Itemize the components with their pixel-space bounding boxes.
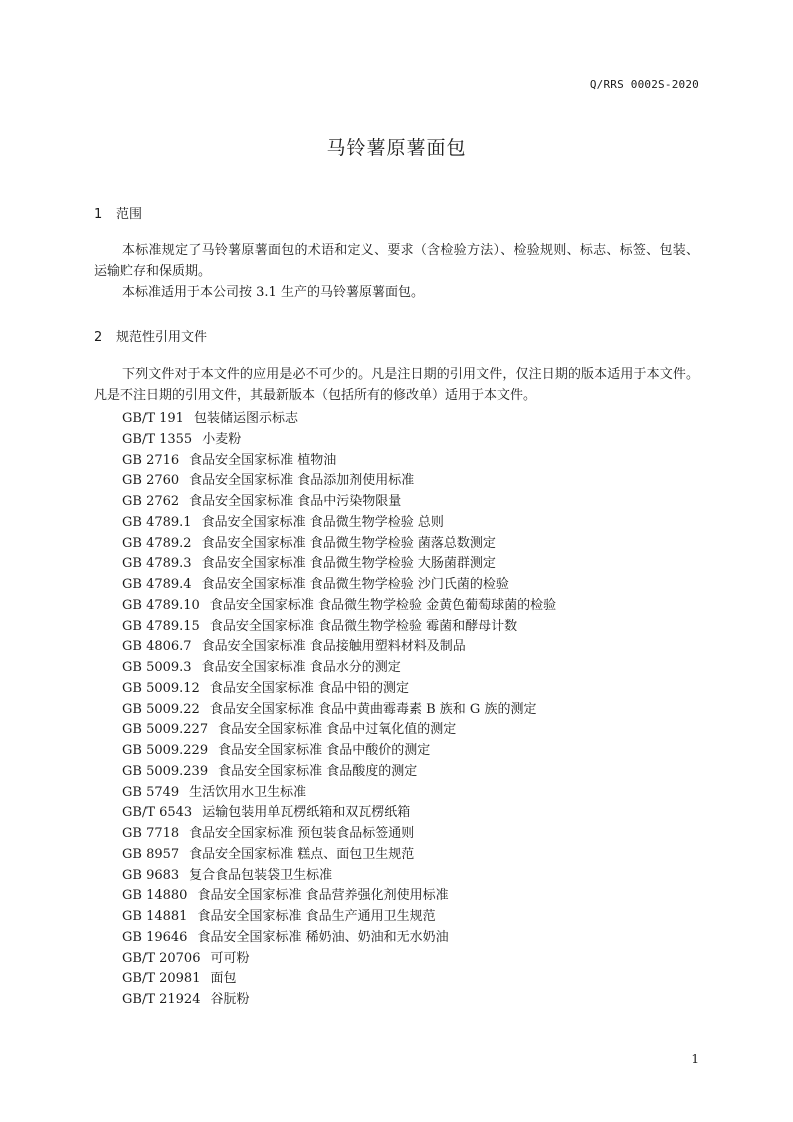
reference-code: GB/T 21924 bbox=[122, 992, 201, 1007]
reference-code: GB 4789.10 bbox=[122, 597, 200, 613]
reference-code: GB 5749 bbox=[122, 784, 180, 800]
section-1-title: 范围 bbox=[116, 207, 143, 222]
reference-code: GB 2716 bbox=[122, 452, 180, 468]
reference-title: 食品安全国家标准 食品营养强化剂使用标准 bbox=[197, 888, 449, 904]
reference-item bbox=[122, 534, 556, 555]
reference-code: GB/T 6543 bbox=[122, 805, 193, 821]
reference-code: GB 5009.239 bbox=[122, 763, 209, 779]
reference-item bbox=[122, 990, 556, 1011]
standard-code: Q/RRS 0002S-2020 bbox=[589, 78, 699, 91]
reference-item bbox=[122, 700, 556, 721]
reference-code: GB/T 191 bbox=[122, 411, 184, 426]
references-intro-paragraph: 下列文件对于本文件的应用是必不可少的。凡是注日期的引用文件，仅注日期的版本适用于本文件。凡是不注日期的引用文件，其最新版本（包括所有的修改单）适用于本文件。 bbox=[94, 367, 699, 403]
reference-title: 食品安全国家标准 食品中铅的测定 bbox=[209, 680, 409, 696]
reference-title: 可可粉 bbox=[210, 950, 250, 966]
section-2-heading bbox=[94, 326, 207, 345]
reference-item bbox=[122, 762, 556, 783]
reference-item bbox=[122, 575, 556, 596]
reference-code: GB 2760 bbox=[122, 473, 180, 489]
reference-code: GB 4789.1 bbox=[122, 514, 192, 530]
reference-title: 食品安全国家标准 稀奶油、奶油和无水奶油 bbox=[197, 929, 449, 945]
reference-code: GB 4789.15 bbox=[122, 618, 200, 634]
document-title: 马铃薯原薯面包 bbox=[326, 137, 467, 159]
reference-item bbox=[122, 886, 556, 907]
reference-code: GB 5009.3 bbox=[122, 660, 192, 675]
reference-code: GB/T 20706 bbox=[122, 950, 201, 966]
reference-code: GB 9683 bbox=[122, 867, 180, 883]
reference-title: 食品安全国家标准 食品接触用塑料材料及制品 bbox=[201, 639, 466, 655]
reference-item bbox=[122, 492, 556, 513]
reference-item bbox=[122, 617, 556, 638]
reference-title: 食品安全国家标准 食品中污染物限量 bbox=[189, 494, 402, 509]
reference-item bbox=[122, 969, 556, 990]
reference-title: 面包 bbox=[210, 971, 237, 987]
reference-title: 食品安全国家标准 糕点、面包卫生规范 bbox=[189, 846, 415, 862]
scope-paragraph-1: 本标准规定了马铃薯原薯面包的术语和定义、要求（含检验方法）、检验规则、标志、标签、包装、运输贮存和保质期。 bbox=[94, 243, 699, 279]
reference-title: 食品安全国家标准 食品微生物学检验 菌落总数测定 bbox=[201, 535, 496, 551]
reference-title: 谷朊粉 bbox=[210, 992, 250, 1007]
reference-item bbox=[122, 471, 556, 492]
reference-title: 食品安全国家标准 食品酸度的测定 bbox=[218, 763, 418, 779]
reference-item bbox=[122, 803, 556, 824]
reference-title: 包装储运图示标志 bbox=[193, 411, 298, 426]
reference-code: GB 4789.4 bbox=[122, 577, 192, 592]
reference-item bbox=[122, 783, 556, 804]
reference-title: 食品安全国家标准 食品添加剂使用标准 bbox=[189, 473, 415, 489]
reference-title: 食品安全国家标准 食品中黄曲霉毒素 B 族和 G 族的测定 bbox=[209, 701, 537, 717]
reference-code: GB 19646 bbox=[122, 929, 188, 945]
reference-title: 食品安全国家标准 食品微生物学检验 霉菌和酵母计数 bbox=[209, 618, 518, 634]
reference-code: GB/T 1355 bbox=[122, 431, 193, 447]
reference-item bbox=[122, 907, 556, 928]
reference-item bbox=[122, 596, 556, 617]
scope-paragraph-2: 本标准适用于本公司按 3.1 生产的马铃薯原薯面包。 bbox=[122, 285, 424, 300]
reference-item bbox=[122, 679, 556, 700]
reference-item bbox=[122, 720, 556, 741]
reference-item bbox=[122, 824, 556, 845]
reference-item bbox=[122, 451, 556, 472]
reference-code: GB 2762 bbox=[122, 494, 180, 509]
reference-title: 食品安全国家标准 植物油 bbox=[189, 452, 337, 468]
reference-code: GB 4789.2 bbox=[122, 535, 192, 551]
section-1-number: 1 bbox=[94, 207, 103, 222]
section-1-heading bbox=[94, 203, 142, 222]
reference-item bbox=[122, 430, 556, 451]
reference-title: 小麦粉 bbox=[202, 431, 242, 447]
reference-title: 食品安全国家标准 食品中酸价的测定 bbox=[218, 743, 431, 758]
reference-title: 食品安全国家标准 食品中过氧化值的测定 bbox=[218, 722, 457, 738]
reference-code: GB 14881 bbox=[122, 909, 188, 924]
reference-code: GB 4789.3 bbox=[122, 556, 192, 572]
reference-code: GB 4806.7 bbox=[122, 639, 192, 655]
reference-code: GB 14880 bbox=[122, 888, 188, 904]
reference-item bbox=[122, 513, 556, 534]
reference-title: 生活饮用水卫生标准 bbox=[189, 784, 307, 800]
reference-title: 食品安全国家标准 食品水分的测定 bbox=[201, 660, 401, 675]
reference-code: GB 7718 bbox=[122, 826, 180, 841]
reference-item bbox=[122, 409, 556, 430]
reference-title: 食品安全国家标准 食品微生物学检验 金黄色葡萄球菌的检验 bbox=[209, 597, 557, 613]
section-2-number: 2 bbox=[94, 330, 103, 345]
reference-item bbox=[122, 741, 556, 762]
reference-code: GB 5009.12 bbox=[122, 680, 200, 696]
reference-title: 复合食品包装袋卫生标准 bbox=[189, 867, 333, 883]
reference-code: GB 5009.22 bbox=[122, 701, 200, 717]
normative-references-list bbox=[122, 409, 556, 1011]
reference-title: 食品安全国家标准 食品微生物学检验 总则 bbox=[201, 514, 444, 530]
reference-title: 食品安全国家标准 预包装食品标签通则 bbox=[189, 826, 415, 841]
reference-code: GB 5009.229 bbox=[122, 743, 209, 758]
reference-title: 食品安全国家标准 食品微生物学检验 沙门氏菌的检验 bbox=[201, 577, 509, 592]
reference-item bbox=[122, 554, 556, 575]
reference-item bbox=[122, 928, 556, 949]
reference-item bbox=[122, 866, 556, 887]
reference-title: 食品安全国家标准 食品生产通用卫生规范 bbox=[197, 909, 436, 924]
reference-title: 食品安全国家标准 食品微生物学检验 大肠菌群测定 bbox=[201, 556, 496, 572]
section-2-title: 规范性引用文件 bbox=[116, 330, 208, 345]
reference-item bbox=[122, 845, 556, 866]
reference-item bbox=[122, 658, 556, 679]
reference-title: 运输包装用单瓦楞纸箱和双瓦楞纸箱 bbox=[202, 805, 411, 821]
reference-code: GB/T 20981 bbox=[122, 971, 201, 987]
reference-code: GB 5009.227 bbox=[122, 722, 209, 738]
reference-item bbox=[122, 949, 556, 970]
reference-item bbox=[122, 637, 556, 658]
page-number: 1 bbox=[691, 1052, 699, 1066]
reference-code: GB 8957 bbox=[122, 846, 180, 862]
